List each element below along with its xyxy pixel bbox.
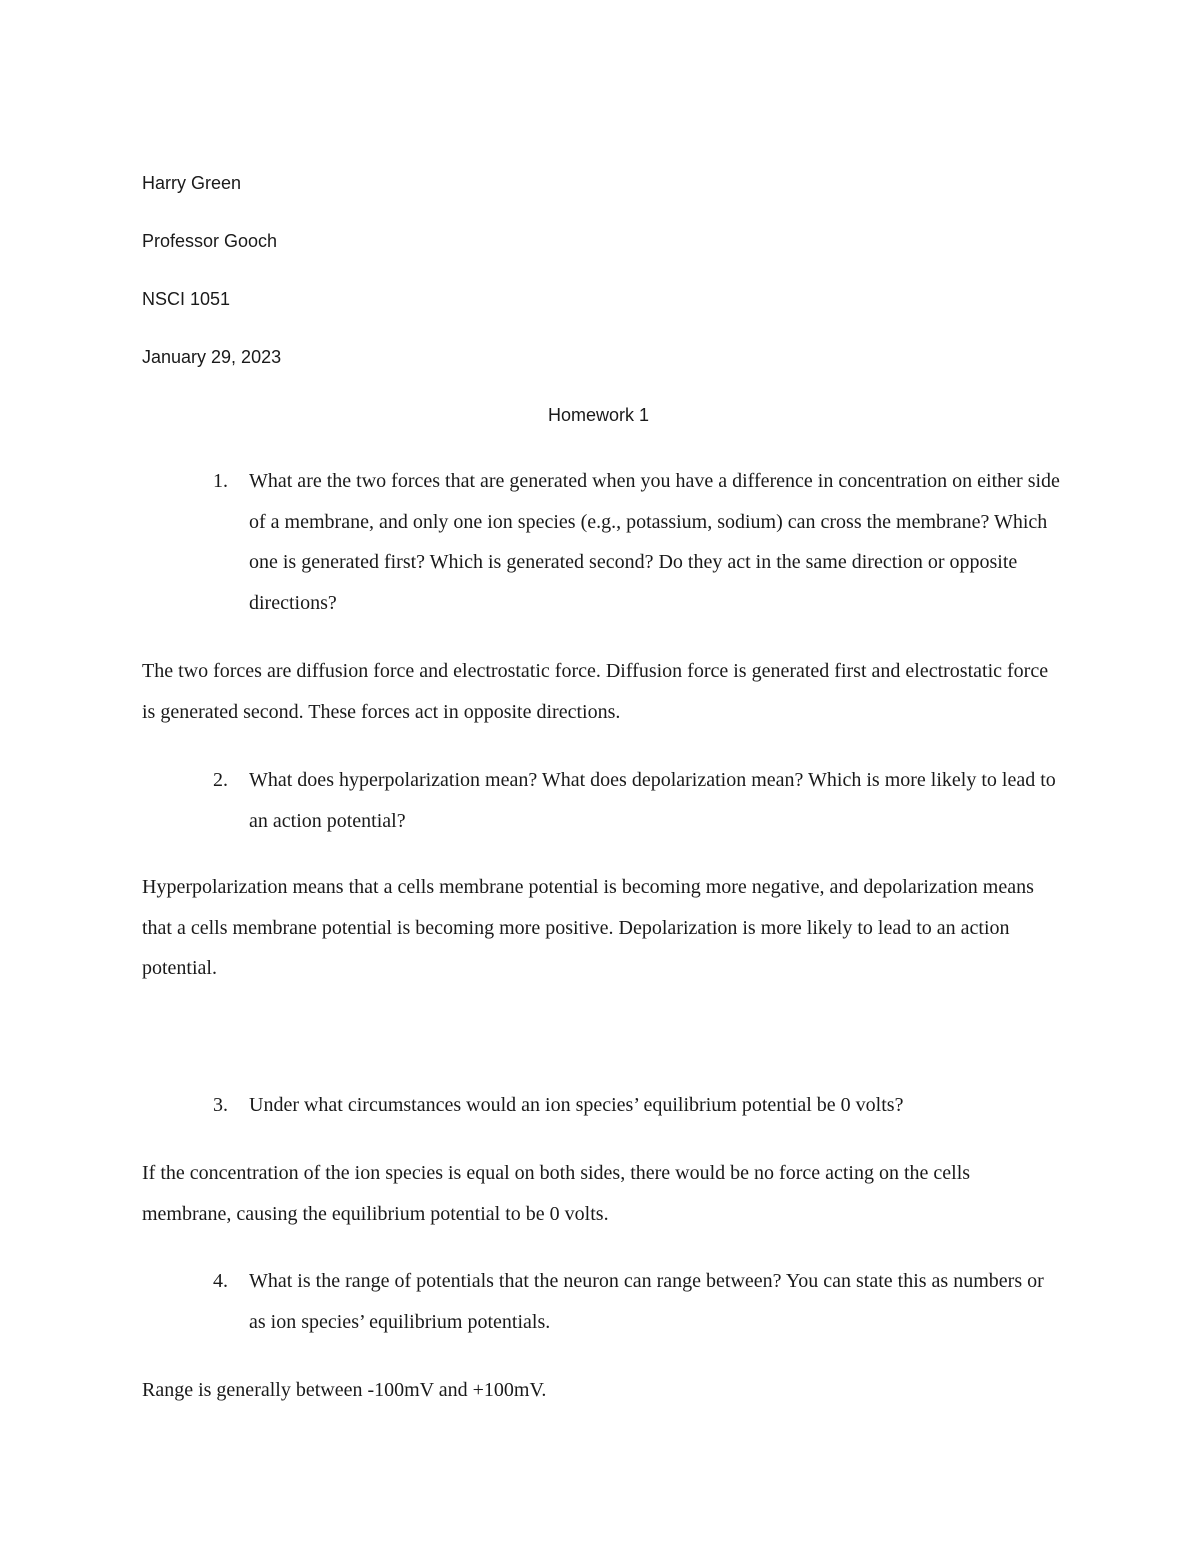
question-3-text: Under what circumstances would an ion species’ equilibrium potential be 0 volts? xyxy=(249,1094,904,1116)
answer-2: Hyperpolarization means that a cells membrane potential is becoming more negative, and depolarization means that a cells membrane potential is becoming more positive. Depolarization is more likely to lead to an action potential. xyxy=(142,876,1034,979)
date-line: January 29, 2023 xyxy=(142,347,282,367)
question-2-text: What does hyperpolarization mean? What does depolarization mean? Which is more likely to lead to an action potential? xyxy=(249,769,1056,832)
professor-name: Professor Gooch xyxy=(142,231,278,251)
answer-4: Range is generally between -100mV and +100mV. xyxy=(142,1379,547,1401)
answer-3: If the concentration of the ion species is equal on both sides, there would be no force acting on the cells membrane, causing the equilibrium potential to be 0 volts. xyxy=(142,1162,971,1225)
question-1-text: What are the two forces that are generated when you have a difference in concentration on either side of a membrane, and only one ion species (e.g., potassium, sodium) can cross the membrane? Which one is generated first? Which is generated second? Do they act in the same direction or opposite directions? xyxy=(249,470,1060,614)
student-name: Harry Green xyxy=(142,173,242,193)
question-1-number: 1. xyxy=(213,470,228,492)
question-4-number: 4. xyxy=(213,1270,228,1292)
question-2 xyxy=(213,760,1064,841)
question-3 xyxy=(213,1085,1064,1126)
answer-1: The two forces are diffusion force and electrostatic force. Diffusion force is generated first and electrostatic force is generated second. These forces act in opposite directions. xyxy=(142,660,1049,723)
question-3-number: 3. xyxy=(213,1094,228,1116)
question-1 xyxy=(213,461,1064,623)
document-title: Homework 1 xyxy=(547,405,650,425)
question-4 xyxy=(213,1261,1064,1342)
course-code: NSCI 1051 xyxy=(142,289,231,309)
question-2-number: 2. xyxy=(213,769,228,791)
question-4-text: What is the range of potentials that the neuron can range between? You can state this as numbers or as ion species’ equilibrium potentials. xyxy=(249,1270,1044,1333)
